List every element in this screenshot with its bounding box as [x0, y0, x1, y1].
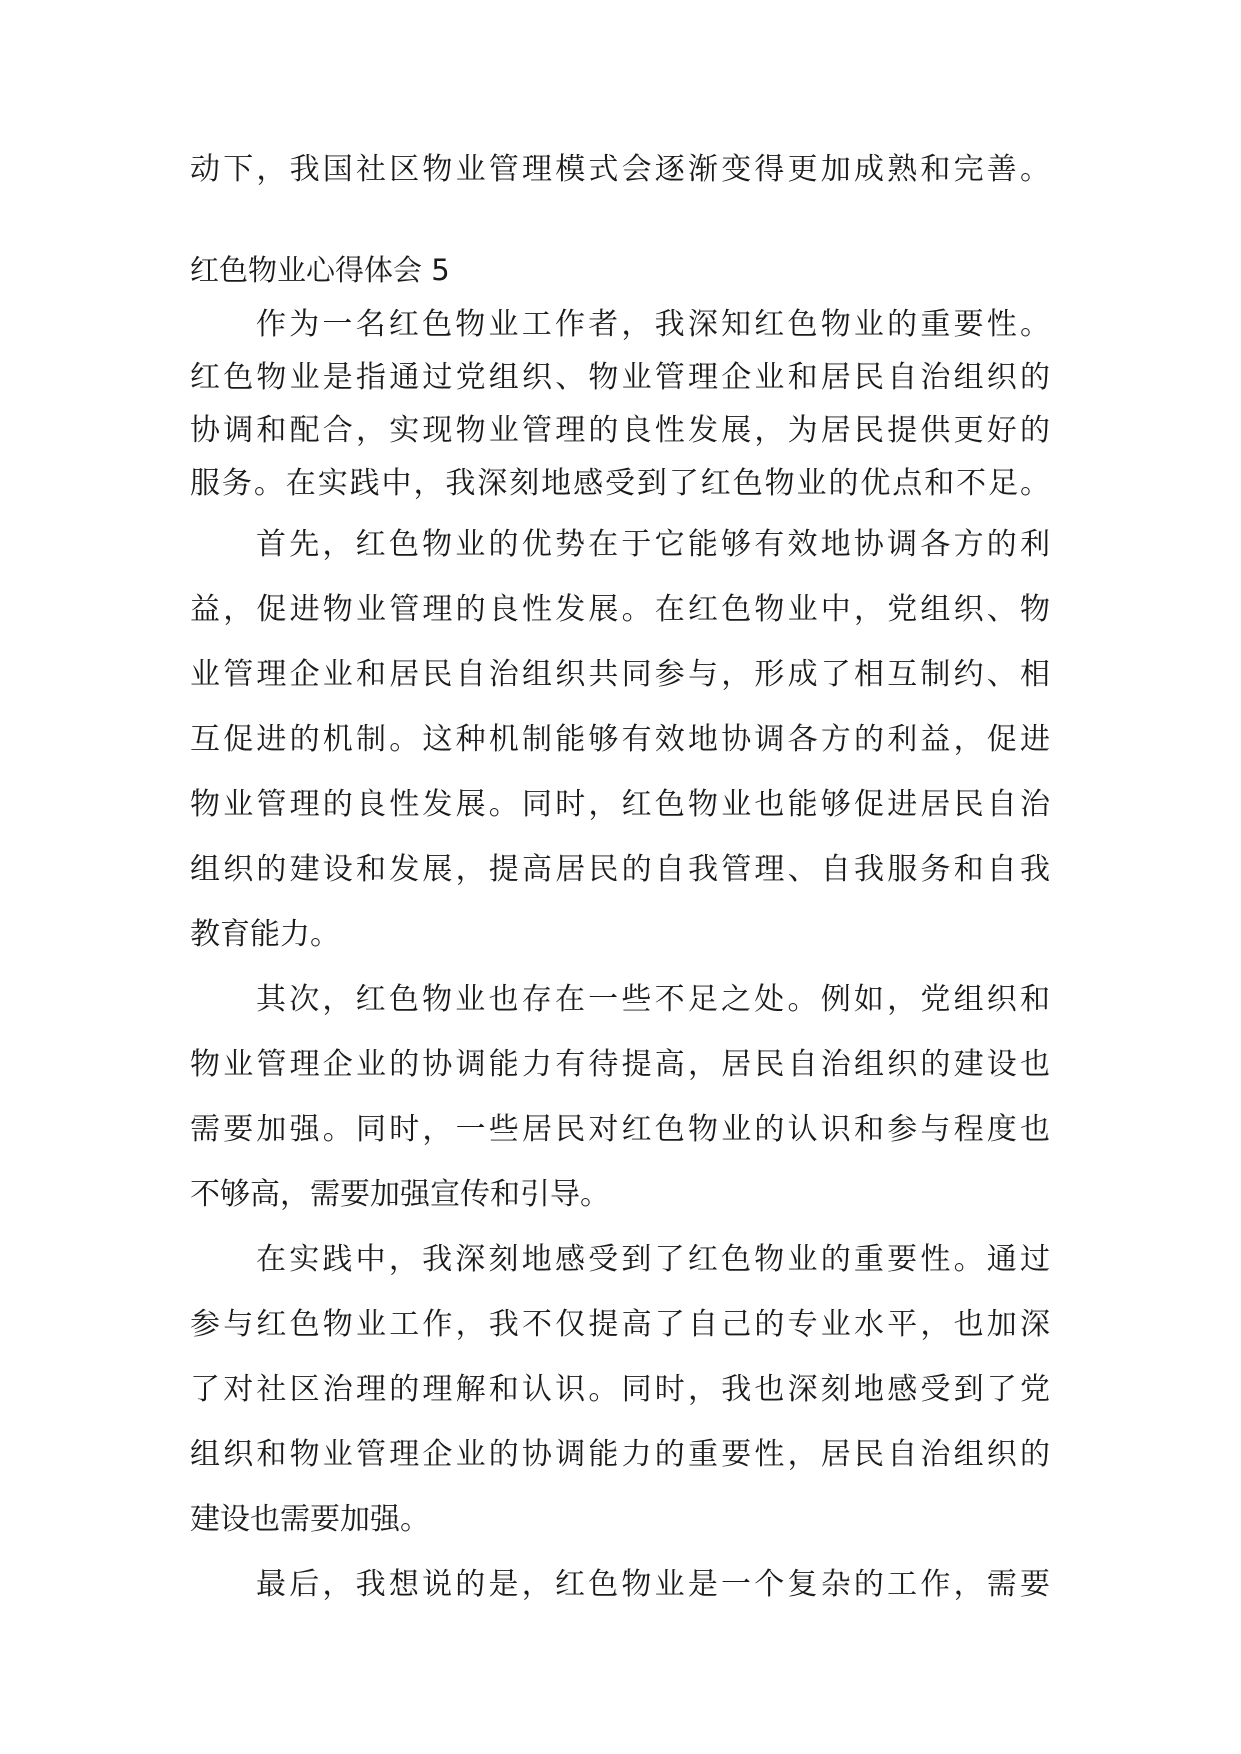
paragraph-line: 建设也需要加强。: [190, 1502, 430, 1537]
paragraph-line: 红色物业是指通过党组织、物业管理企业和居民自治组织的: [190, 360, 1050, 395]
carryover-line: 动下，我国社区物业管理模式会逐渐变得更加成熟和完善。: [190, 152, 1050, 187]
paragraph-line: 了对社区治理的理解和认识。同时，我也深刻地感受到了党: [190, 1372, 1050, 1407]
paragraph-line: 教育能力。: [190, 917, 340, 952]
paragraph-line: 益，促进物业管理的良性发展。在红色物业中，党组织、物: [190, 592, 1050, 627]
paragraph-line: 协调和配合，实现物业管理的良性发展，为居民提供更好的: [190, 413, 1050, 448]
paragraph-line: 业管理企业和居民自治组织共同参与，形成了相互制约、相: [190, 657, 1050, 692]
paragraph-line: 首先，红色物业的优势在于它能够有效地协调各方的利: [256, 527, 1050, 562]
paragraph-line: 参与红色物业工作，我不仅提高了自己的专业水平，也加深: [190, 1307, 1050, 1342]
paragraph-line: 服务。在实践中，我深刻地感受到了红色物业的优点和不足。: [190, 466, 1050, 501]
paragraph-line: 最后，我想说的是，红色物业是一个复杂的工作，需要: [256, 1567, 1050, 1602]
paragraph-line: 互促进的机制。这种机制能够有效地协调各方的利益，促进: [190, 722, 1050, 757]
paragraph-line: 组织的建设和发展，提高居民的自我管理、自我服务和自我: [190, 852, 1050, 887]
paragraph-line: 作为一名红色物业工作者，我深知红色物业的重要性。: [256, 307, 1050, 342]
paragraph-line: 组织和物业管理企业的协调能力的重要性，居民自治组织的: [190, 1437, 1050, 1472]
section-title: 红色物业心得体会 5: [190, 253, 450, 287]
paragraph-line: 物业管理企业的协调能力有待提高，居民自治组织的建设也: [190, 1047, 1050, 1082]
paragraph-line: 其次，红色物业也存在一些不足之处。例如，党组织和: [256, 982, 1050, 1017]
paragraph-line: 不够高，需要加强宣传和引导。: [190, 1177, 610, 1212]
paragraph-line: 需要加强。同时，一些居民对红色物业的认识和参与程度也: [190, 1112, 1050, 1147]
paragraph-line: 物业管理的良性发展。同时，红色物业也能够促进居民自治: [190, 787, 1050, 822]
paragraph-line: 在实践中，我深刻地感受到了红色物业的重要性。通过: [256, 1242, 1050, 1277]
